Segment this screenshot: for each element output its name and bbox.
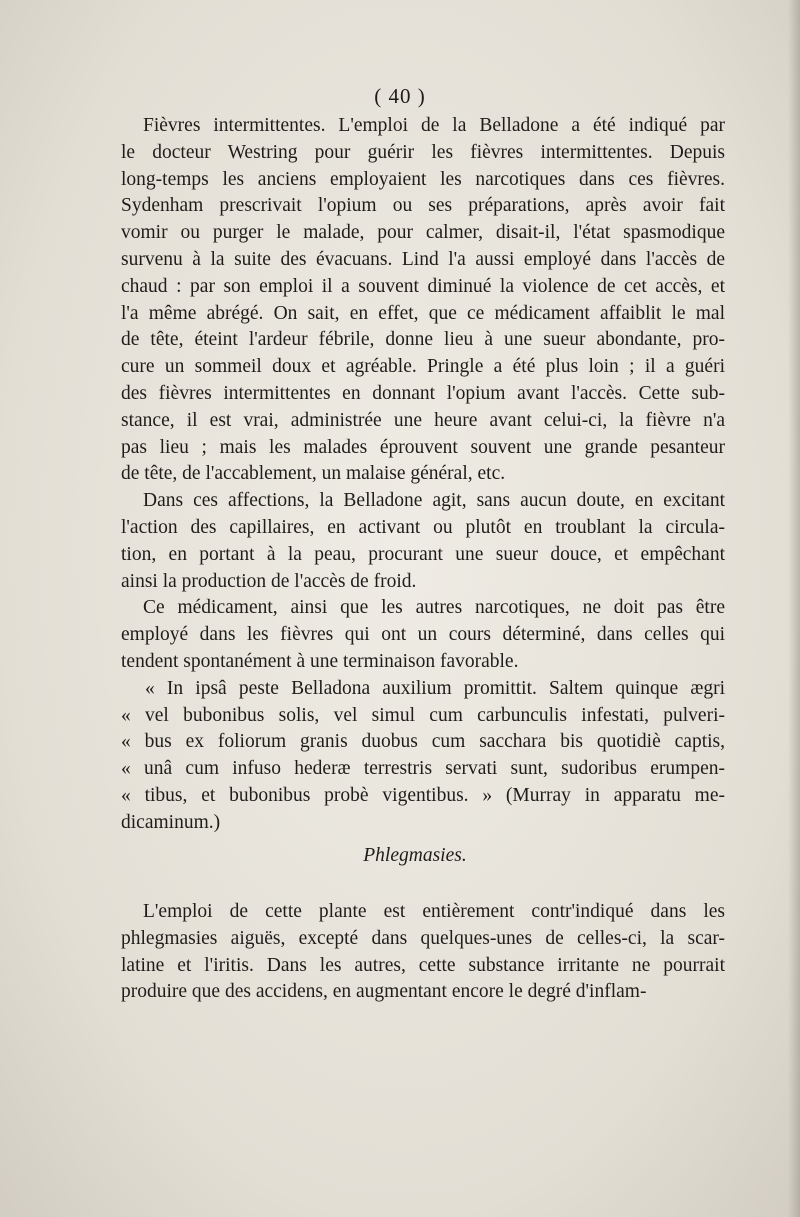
text-line: l'a même abrégé. On sait, en effet, que ce médicament affaiblit le mal (121, 302, 725, 324)
text-line: phlegmasies aiguës, excepté dans quelques-unes de celles-ci, la scar- (121, 927, 725, 949)
text-line: dicaminum.) (121, 811, 221, 833)
text-line: « In ipsâ peste Belladona auxilium promittit. Saltem quinque ægri (145, 677, 725, 699)
text-line: de tête, éteint l'ardeur fébrile, donne lieu à une sueur abondante, pro- (121, 329, 725, 351)
text-line: « unâ cum infuso hederæ terrestris servati sunt, sudoribus erumpen- (121, 758, 725, 780)
text-line: l'action des capillaires, en activant ou plutôt en troublant la circula- (121, 516, 725, 538)
paragraph-belladone-action (121, 488, 725, 595)
text-line: de tête, de l'accablement, un malaise général, etc. (121, 463, 506, 485)
text-line: vomir ou purger le malade, pour calmer, disait-il, l'état spasmodique (121, 222, 725, 244)
paragraph-contre-indication (121, 595, 725, 675)
text-line: ainsi la production de l'accès de froid. (121, 570, 417, 592)
text-line: latine et l'iritis. Dans les autres, cette substance irritante ne pourrait (121, 954, 725, 976)
text-line: chaud : par son emploi il a souvent diminué la violence de cet accès, et (121, 275, 725, 297)
text-line: Ce médicament, ainsi que les autres narcotiques, ne doit pas être (143, 597, 725, 619)
text-line: employé dans les fièvres qui ont un cours déterminé, dans celles qui (121, 624, 725, 646)
page-number: ( 40 ) (374, 84, 426, 108)
text-line: stance, il est vrai, administrée une heure avant celui-ci, la fièvre n'a (121, 409, 725, 431)
section-heading: Phlegmasies. (363, 845, 467, 866)
text-line: long-temps les anciens employaient les narcotiques dans ces fièvres. (121, 168, 725, 190)
text-line: cure un sommeil doux et agréable. Pringle a été plus loin ; il a guéri (121, 356, 725, 378)
text-line: survenu à la suite des évacuans. Lind l'a aussi employé dans l'accès de (121, 248, 725, 270)
body-text (121, 113, 725, 837)
text-line: L'emploi de cette plante est entièrement contr'indiqué dans les (143, 901, 725, 922)
page-edge-shadow (788, 0, 800, 1217)
text-line: pas lieu ; mais les malades éprouvent souvent une grande pesanteur (121, 436, 725, 458)
text-line: tendent spontanément à une terminaison favorable. (121, 650, 519, 672)
text-line: « bus ex foliorum granis duobus cum sacchara bis quotidiè captis, (121, 731, 725, 753)
text-line: tion, en portant à la peau, procurant une sueur douce, et empêchant (121, 543, 725, 565)
text-line: Fièvres intermittentes. L'emploi de la Belladone a été indiqué par (143, 115, 725, 136)
text-line: Dans ces affections, la Belladone agit, sans aucun doute, en excitant (143, 490, 725, 512)
paragraph-fievres (121, 113, 725, 488)
text-line: le docteur Westring pour guérir les fièvres intermittentes. Depuis (121, 141, 725, 163)
text-line: Sydenham prescrivait l'opium ou ses préparations, après avoir fait (121, 195, 725, 217)
text-line: « tibus, et bubonibus probè vigentibus. » (Murray in apparatu me- (121, 784, 725, 806)
text-line: « vel bubonibus solis, vel simul cum carbunculis infestati, pulveri- (121, 704, 725, 726)
body-text-phlegmasies (121, 899, 725, 1006)
text-line: produire que des accidens, en augmentant encore le degré d'inflam- (121, 981, 647, 1003)
text-line: des fièvres intermittentes en donnant l'opium avant l'accès. Cette sub- (121, 382, 725, 404)
latin-quote (121, 676, 725, 837)
